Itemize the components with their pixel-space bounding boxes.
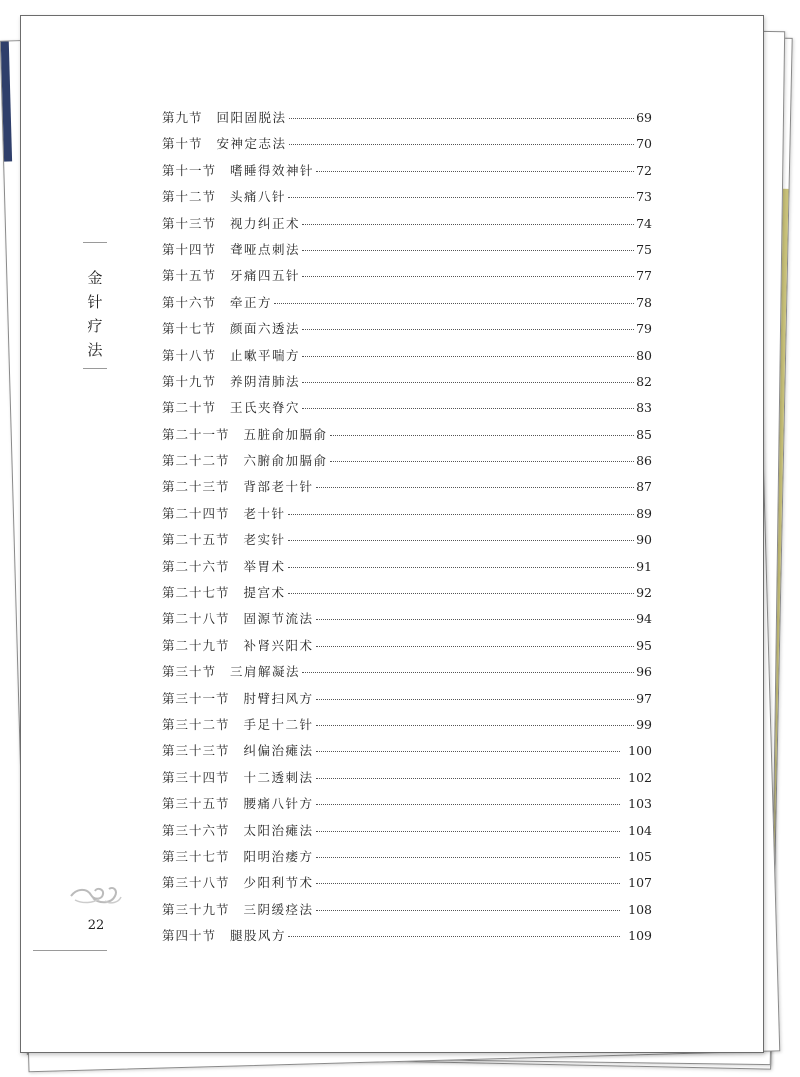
- toc-section-number: 第三十三节: [162, 743, 230, 759]
- toc-page-number: 94: [636, 611, 652, 627]
- toc-page-number: 72: [636, 162, 652, 178]
- toc-section-number: 第三十六节: [162, 822, 230, 838]
- toc-section-number: 第二十一节: [162, 426, 230, 442]
- toc-page-number: 97: [636, 690, 652, 706]
- toc-entry[interactable]: [162, 346, 652, 372]
- toc-section-title: 阳明治痿方: [243, 848, 314, 864]
- toc-page-number: 109: [628, 928, 652, 944]
- toc-leader-dots: [302, 382, 634, 383]
- toc-entry[interactable]: [162, 636, 652, 662]
- toc-entry[interactable]: [162, 926, 652, 952]
- toc-section-number: 第十三节: [162, 215, 217, 231]
- toc-leader-dots: [316, 699, 634, 700]
- toc-section-number: 第十七节: [162, 321, 217, 337]
- toc-section-title: 视力纠正术: [230, 215, 301, 231]
- toc-section-number: 第三十一节: [162, 690, 230, 706]
- toc-leader-dots: [316, 857, 621, 858]
- toc-entry[interactable]: [162, 293, 652, 319]
- toc-page-number: 99: [636, 716, 652, 732]
- toc-page-number: 107: [628, 875, 652, 891]
- toc-section-title: 提宫术: [243, 585, 286, 601]
- toc-page-number: 90: [636, 532, 652, 548]
- toc-entry[interactable]: [162, 530, 652, 556]
- toc-leader-dots: [289, 118, 634, 119]
- toc-section-number: 第十六节: [162, 294, 217, 310]
- toc-page-number: 105: [628, 848, 652, 864]
- toc-leader-dots: [330, 435, 634, 436]
- side-top-rule: [83, 242, 107, 243]
- toc-leader-dots: [288, 514, 634, 515]
- cloud-ornament-icon: [69, 884, 123, 906]
- toc-section-number: 第二十四节: [162, 505, 230, 521]
- toc-section-title: 王氏夹脊穴: [230, 400, 301, 416]
- toc-entry[interactable]: [162, 214, 652, 240]
- toc-section-title: 举胃术: [243, 558, 286, 574]
- toc-entry[interactable]: [162, 583, 652, 609]
- toc-leader-dots: [302, 224, 634, 225]
- toc-leader-dots: [302, 672, 634, 673]
- toc-section-title: 纠偏治瘫法: [243, 743, 314, 759]
- toc-page-number: 70: [636, 136, 652, 152]
- toc-leader-dots: [302, 408, 634, 409]
- toc-leader-dots: [316, 171, 634, 172]
- toc-entry[interactable]: [162, 873, 652, 899]
- toc-entry[interactable]: [162, 768, 652, 794]
- toc-page-number: 92: [636, 585, 652, 601]
- toc-page-number: 77: [636, 268, 652, 284]
- toc-page-number: 89: [636, 505, 652, 521]
- toc-entry[interactable]: [162, 847, 652, 873]
- toc-section-number: 第十四节: [162, 241, 217, 257]
- running-title-char: 金: [87, 269, 103, 287]
- toc-section-number: 第十一节: [162, 162, 217, 178]
- toc-leader-dots: [288, 540, 634, 541]
- running-title-char: 疗: [87, 317, 103, 335]
- toc-section-number: 第二十五节: [162, 532, 230, 548]
- toc-section-title: 肘臂扫风方: [243, 690, 314, 706]
- toc-leader-dots: [316, 831, 621, 832]
- toc-leader-dots: [316, 487, 634, 488]
- toc-section-title: 背部老十针: [243, 479, 314, 495]
- side-bottom-rule: [83, 368, 107, 369]
- toc-page-number: 73: [636, 189, 652, 205]
- toc-entry[interactable]: [162, 609, 652, 635]
- toc-section-title: 牵正方: [230, 294, 273, 310]
- toc-section-number: 第十八节: [162, 347, 217, 363]
- toc-entry[interactable]: [162, 451, 652, 477]
- toc-entry[interactable]: [162, 372, 652, 398]
- toc-section-title: 牙痛四五针: [230, 268, 301, 284]
- toc-page-number: 91: [636, 558, 652, 574]
- toc-entry[interactable]: [162, 319, 652, 345]
- toc-section-title: 三肩解凝法: [230, 664, 301, 680]
- toc-section-title: 止嗽平喘方: [230, 347, 301, 363]
- toc-section-title: 老实针: [243, 532, 286, 548]
- toc-page-number: 102: [628, 769, 652, 785]
- toc-page-number: 79: [636, 321, 652, 337]
- toc-page-number: 95: [636, 637, 652, 653]
- toc-entry[interactable]: [162, 557, 652, 583]
- toc-leader-dots: [288, 593, 634, 594]
- running-title-char: 法: [87, 341, 103, 359]
- toc-page-number: 86: [636, 453, 652, 469]
- table-of-contents: [162, 108, 652, 953]
- toc-entry[interactable]: [162, 108, 652, 134]
- toc-leader-dots: [316, 646, 634, 647]
- page-number: 22: [87, 918, 105, 933]
- toc-section-number: 第十节: [162, 136, 203, 152]
- toc-section-number: 第二十八节: [162, 611, 230, 627]
- toc-section-number: 第九节: [162, 110, 203, 125]
- toc-entry[interactable]: [162, 715, 652, 741]
- toc-leader-dots: [274, 303, 634, 304]
- toc-section-title: 老十针: [243, 505, 286, 521]
- toc-page-number: 87: [636, 479, 652, 495]
- toc-section-number: 第四十节: [162, 928, 217, 944]
- toc-section-number: 第三十五节: [162, 796, 230, 812]
- toc-leader-dots: [289, 144, 634, 145]
- toc-section-title: 太阳治瘫法: [243, 822, 314, 838]
- toc-section-title: 六腑俞加膈俞: [243, 453, 328, 469]
- toc-section-title: 安神定志法: [216, 136, 287, 152]
- toc-leader-dots: [288, 936, 620, 937]
- toc-leader-dots: [316, 804, 621, 805]
- toc-leader-dots: [316, 619, 634, 620]
- toc-section-number: 第二十六节: [162, 558, 230, 574]
- toc-entry[interactable]: [162, 425, 652, 451]
- toc-leader-dots: [316, 778, 621, 779]
- toc-section-title: 腰痛八针方: [243, 796, 314, 812]
- toc-entry[interactable]: [162, 504, 652, 530]
- toc-section-number: 第十二节: [162, 189, 217, 205]
- toc-page-number: 85: [636, 426, 652, 442]
- toc-section-number: 第三十二节: [162, 716, 230, 732]
- toc-leader-dots: [302, 250, 634, 251]
- toc-section-number: 第三十四节: [162, 769, 230, 785]
- toc-page-number: 103: [628, 796, 652, 812]
- toc-section-number: 第十五节: [162, 268, 217, 284]
- toc-page-number: 104: [628, 822, 652, 838]
- toc-section-number: 第三十九节: [162, 901, 230, 917]
- toc-entry[interactable]: [162, 240, 652, 266]
- toc-entry[interactable]: [162, 134, 652, 160]
- toc-leader-dots: [302, 276, 634, 277]
- toc-section-number: 第三十八节: [162, 875, 230, 891]
- toc-entry[interactable]: [162, 689, 652, 715]
- toc-leader-dots: [288, 567, 634, 568]
- toc-section-title: 回阳固脱法: [216, 110, 287, 125]
- toc-leader-dots: [288, 197, 634, 198]
- toc-section-title: 手足十二针: [243, 716, 314, 732]
- toc-section-number: 第十九节: [162, 373, 217, 389]
- toc-section-title: 固源节流法: [243, 611, 314, 627]
- toc-entry[interactable]: [162, 187, 652, 213]
- toc-section-title: 头痛八针: [230, 189, 287, 205]
- toc-page-number: 78: [636, 294, 652, 310]
- toc-page-number: 83: [636, 400, 652, 416]
- toc-page-number: 96: [636, 664, 652, 680]
- toc-leader-dots: [316, 883, 621, 884]
- toc-entry[interactable]: [162, 900, 652, 926]
- toc-page-number: 69: [636, 110, 652, 125]
- toc-section-title: 养阴清肺法: [230, 373, 301, 389]
- toc-section-title: 颜面六透法: [230, 321, 301, 337]
- toc-section-number: 第三十节: [162, 664, 217, 680]
- toc-section-number: 第二十二节: [162, 453, 230, 469]
- toc-section-title: 五脏俞加膈俞: [243, 426, 328, 442]
- toc-section-title: 腿股风方: [230, 928, 287, 944]
- toc-page-number: 108: [628, 901, 652, 917]
- footer-rule: [33, 950, 107, 951]
- toc-section-number: 第二十节: [162, 400, 217, 416]
- book-page: [20, 15, 764, 1053]
- toc-page-number: 74: [636, 215, 652, 231]
- toc-entry[interactable]: [162, 794, 652, 820]
- toc-leader-dots: [316, 751, 621, 752]
- toc-entry[interactable]: [162, 821, 652, 847]
- toc-entry[interactable]: [162, 741, 652, 767]
- toc-page-number: 100: [628, 743, 652, 759]
- toc-leader-dots: [302, 329, 634, 330]
- running-title: [83, 266, 107, 362]
- toc-entry[interactable]: [162, 477, 652, 503]
- toc-section-number: 第三十七节: [162, 848, 230, 864]
- toc-leader-dots: [316, 910, 621, 911]
- toc-leader-dots: [316, 725, 634, 726]
- toc-section-title: 三阴缓痉法: [243, 901, 314, 917]
- running-title-char: 针: [87, 293, 103, 311]
- toc-section-number: 第二十九节: [162, 637, 230, 653]
- toc-page-number: 75: [636, 241, 652, 257]
- toc-section-number: 第二十三节: [162, 479, 230, 495]
- toc-section-title: 十二透刺法: [243, 769, 314, 785]
- toc-section-number: 第二十七节: [162, 585, 230, 601]
- toc-page-number: 80: [636, 347, 652, 363]
- toc-leader-dots: [330, 461, 634, 462]
- toc-entry[interactable]: [162, 161, 652, 187]
- toc-page-number: 82: [636, 373, 652, 389]
- toc-entry[interactable]: [162, 398, 652, 424]
- toc-section-title: 少阳利节术: [243, 875, 314, 891]
- toc-section-title: 嗜睡得效神针: [230, 162, 315, 178]
- toc-section-title: 补肾兴阳术: [243, 637, 314, 653]
- toc-entry[interactable]: [162, 266, 652, 292]
- toc-section-title: 聋哑点刺法: [230, 241, 301, 257]
- toc-leader-dots: [302, 356, 634, 357]
- toc-entry[interactable]: [162, 662, 652, 688]
